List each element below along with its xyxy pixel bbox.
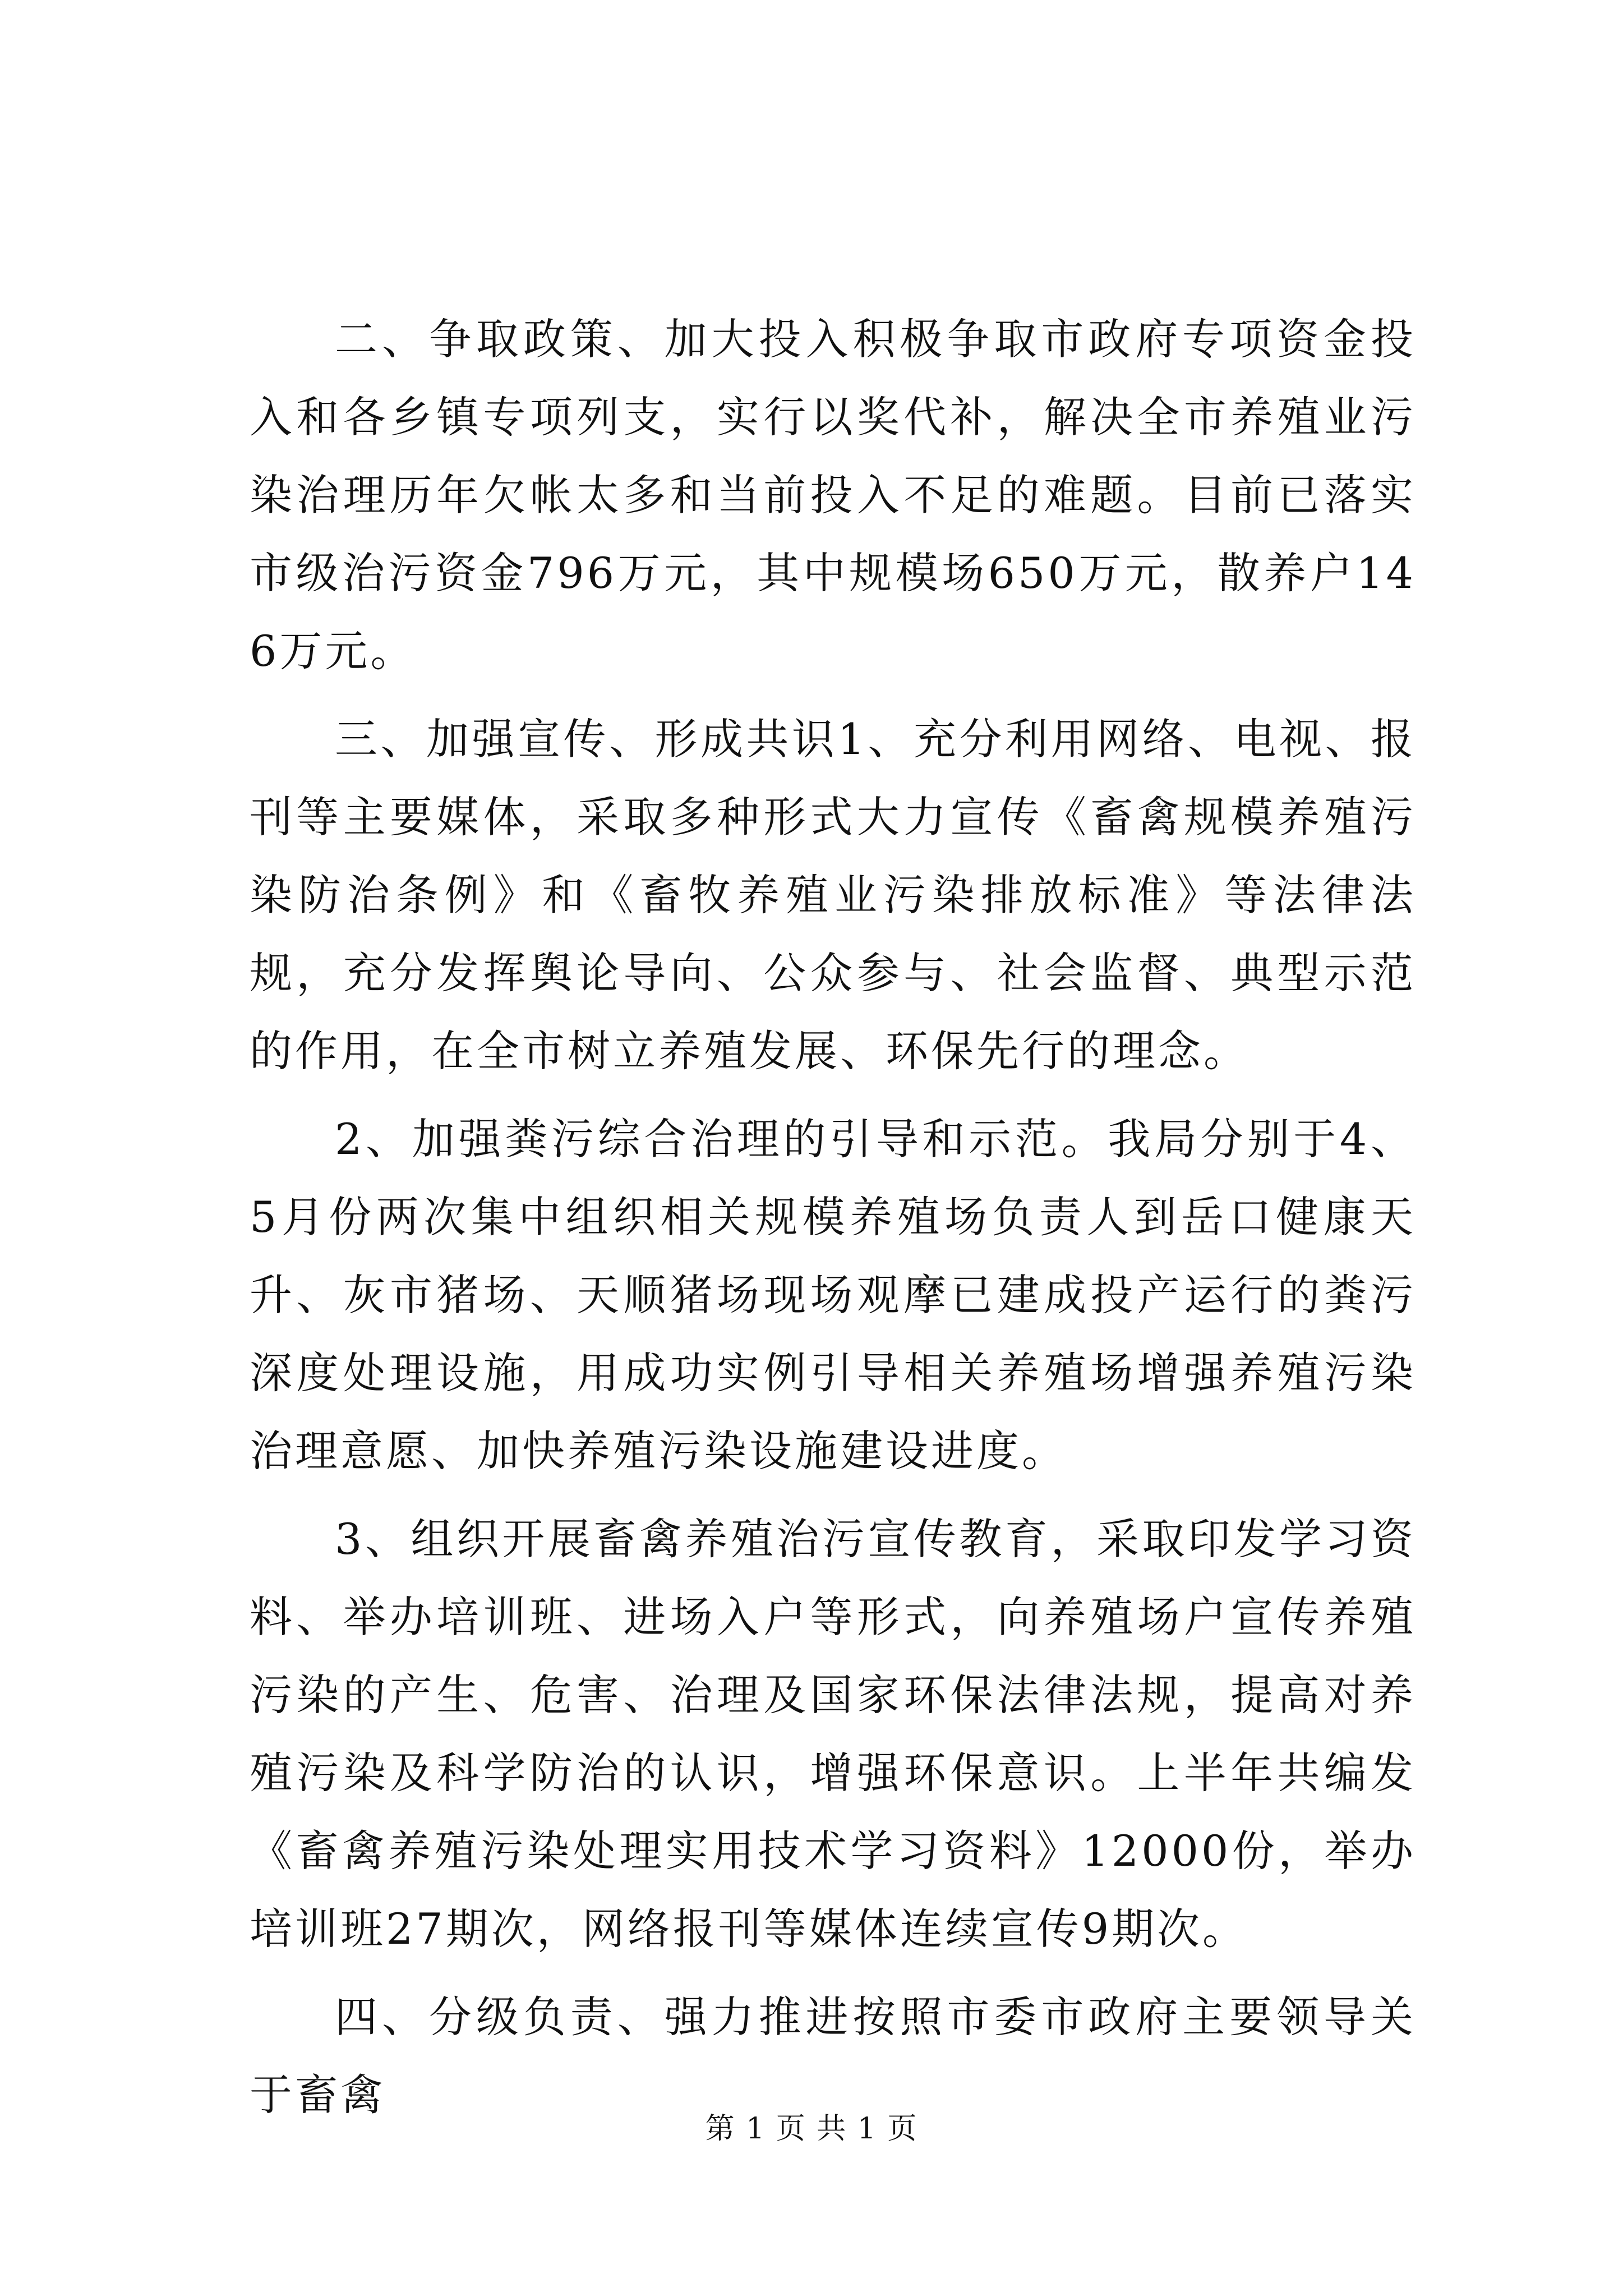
paragraph-guidance-demonstration: 2、加强粪污综合治理的引导和示范。我局分别于4、5月份两次集中组织相关规模养殖场负责人到岳口健康天升、灰市猪场、天顺猪场现场观摩已建成投产运行的粪污深度处理设施，用成功实例引导相关养殖场增强养殖污染治理意愿、加快养殖污染设施建设进度。 <box>250 1114 1416 1476</box>
paragraph-tiered-responsibility: 四、分级负责、强力推进按照市委市政府主要领导关于畜禽 <box>250 1992 1416 2120</box>
document-body <box>250 300 1416 2134</box>
paragraph-funding-policy: 二、争取政策、加大投入积极争取市政府专项资金投入和各乡镇专项列支，实行以奖代补，解决全市养殖业污染治理历年欠帐太多和当前投入不足的难题。目前已落实市级治污资金796万元，其中规模场650万元，散养户146万元。 <box>250 314 1416 676</box>
paragraph-education-training: 3、组织开展畜禽养殖治污宣传教育，采取印发学习资料、举办培训班、进场入户等形式，向养殖场户宣传养殖污染的产生、危害、治理及国家环保法律法规，提高对养殖污染及科学防治的认识，增强环保意识。上半年共编发《畜禽养殖污染处理实用技术学习资料》12000份，举办培训班27期次，网络报刊等媒体连续宣传9期次。 <box>250 1514 1416 1954</box>
paragraph-publicity-consensus: 三、加强宣传、形成共识1、充分利用网络、电视、报刊等主要媒体，采取多种形式大力宣传《畜禽规模养殖污染防治条例》和《畜牧养殖业污染排放标准》等法律法规，充分发挥舆论导向、公众参与、社会监督、典型示范的作用，在全市树立养殖发展、环保先行的理念。 <box>250 714 1416 1076</box>
page-number-footer: 第 1 页 共 1 页 <box>705 2112 918 2146</box>
